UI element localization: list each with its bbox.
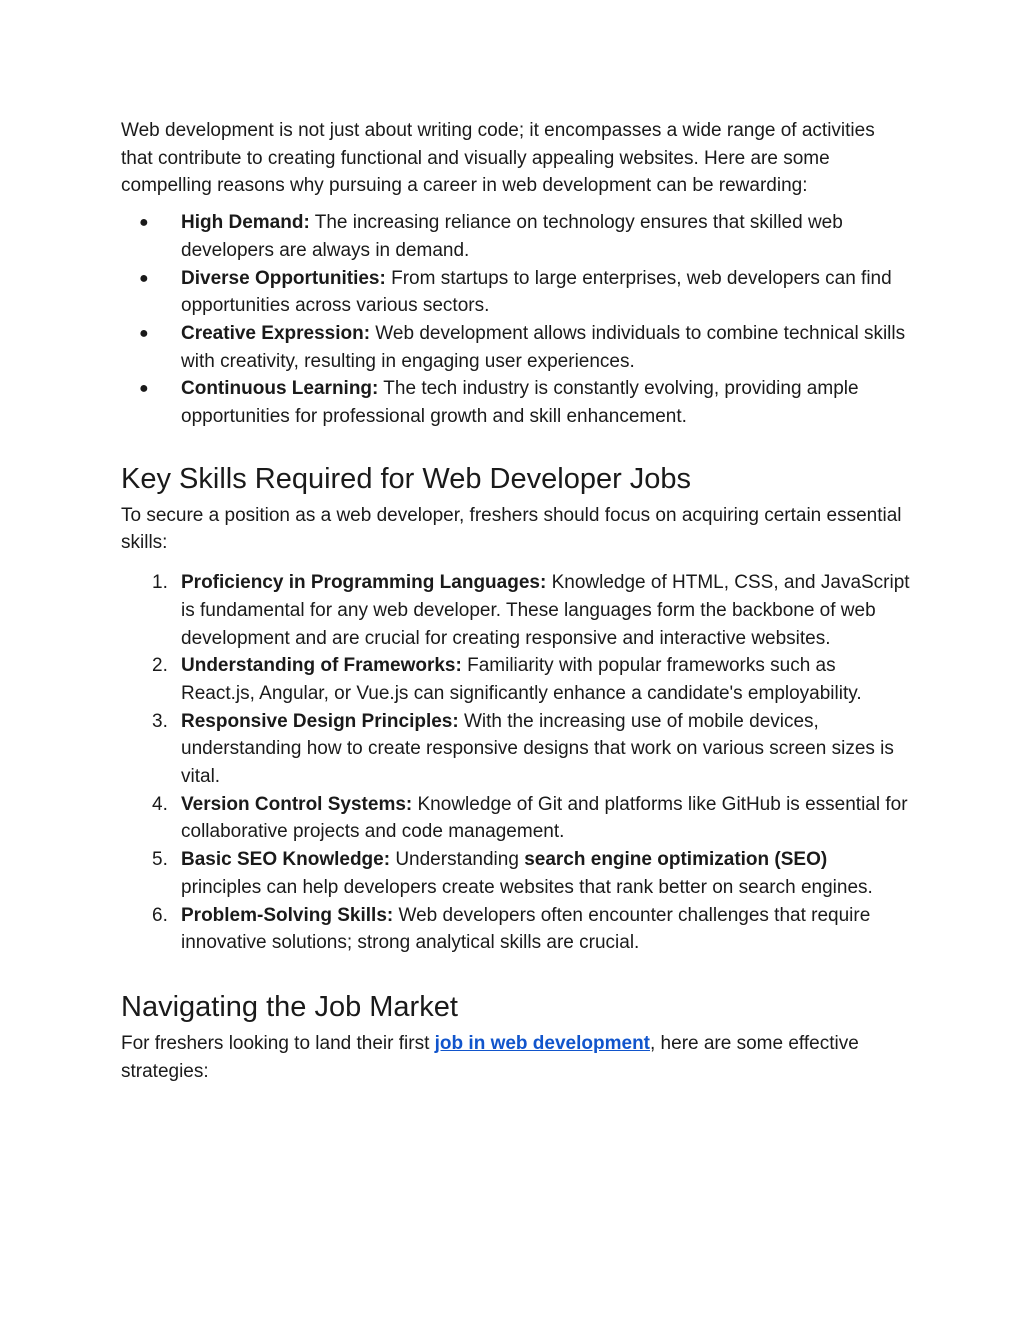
item-term: Problem-Solving Skills: [181, 904, 394, 926]
bullet-icon: ● [139, 214, 149, 232]
item-number: 3. [152, 710, 168, 732]
item-description: Understanding [390, 849, 525, 871]
reasons-list [121, 209, 911, 431]
list-item [121, 320, 911, 375]
item-term: Diverse Opportunities: [181, 267, 386, 289]
item-description: The increasing reliance on technology ensures that skilled web developers are always in demand. [181, 212, 843, 261]
item-description: Knowledge of Git and platforms like GitHub is essential for collaborative projects and code management. [181, 793, 908, 843]
list-item [121, 846, 911, 901]
list-item [121, 375, 911, 430]
intro-text-end: , here are some effective strategies: [121, 1032, 859, 1082]
job-market-intro [121, 1030, 911, 1085]
document-page [121, 117, 911, 1085]
item-description: Web developers often encounter challenges that require innovative solutions; strong analytical skills are crucial. [181, 904, 871, 954]
bullet-icon: ● [139, 324, 149, 342]
list-item [121, 209, 911, 264]
item-term: Creative Expression: [181, 322, 371, 344]
item-number: 4. [152, 793, 168, 815]
skills-intro: To secure a position as a web developer, freshers should focus on acquiring certain essential skills: [121, 504, 902, 554]
item-number: 1. [152, 572, 168, 594]
item-description: The tech industry is constantly evolving, providing ample opportunities for professional growth and skill enhancement. [181, 378, 859, 428]
list-item [121, 791, 911, 846]
list-item [121, 652, 911, 707]
bullet-icon: ● [139, 380, 149, 398]
skills-list [121, 569, 911, 957]
job-market-heading: Navigating the Job Market [121, 990, 458, 1023]
item-term: Responsive Design Principles: [181, 710, 459, 732]
item-emphasis: search engine optimization (SEO) [524, 849, 828, 871]
item-description: From startups to large enterprises, web developers can find opportunities across various sectors. [181, 267, 892, 317]
list-item [121, 708, 911, 791]
item-number: 6. [152, 904, 168, 926]
item-term: Understanding of Frameworks: [181, 655, 462, 677]
list-item [121, 569, 911, 652]
item-term: Version Control Systems: [181, 793, 413, 815]
skills-heading: Key Skills Required for Web Developer Jobs [121, 462, 692, 495]
item-description: Knowledge of HTML, CSS, and JavaScript is fundamental for any web developer. These languages form the backbone of web development and are crucial for creating responsive and interactive websites. [181, 572, 910, 649]
item-term: Continuous Learning: [181, 378, 379, 400]
item-description: With the increasing use of mobile devices, understanding how to create responsive designs that work on various screen sizes is vital. [181, 710, 894, 788]
item-number: 2. [152, 655, 168, 677]
item-description: Familiarity with popular frameworks such as React.js, Angular, or Vue.js can significantly enhance a candidate's employability. [181, 655, 862, 704]
item-term: Basic SEO Knowledge: [181, 849, 391, 871]
item-description-end: principles can help developers create websites that rank better on search engines. [181, 876, 873, 898]
item-term: High Demand: [181, 212, 310, 234]
list-item [121, 902, 911, 957]
intro-text-start: For freshers looking to land their first [121, 1032, 435, 1054]
list-item [121, 265, 911, 320]
item-description: Web development allows individuals to combine technical skills with creativity, resulting in engaging user experiences. [181, 322, 906, 372]
item-term: Proficiency in Programming Languages: [181, 572, 547, 594]
item-number: 5. [152, 849, 168, 871]
bullet-icon: ● [139, 269, 149, 287]
intro-paragraph: Web development is not just about writing code; it encompasses a wide range of activities that contribute to creating functional and visually appealing websites. Here are some compelling reasons why pursuing a career in web development can be rewarding: [121, 120, 875, 197]
job-in-web-development-link[interactable]: job in web development [434, 1032, 650, 1054]
